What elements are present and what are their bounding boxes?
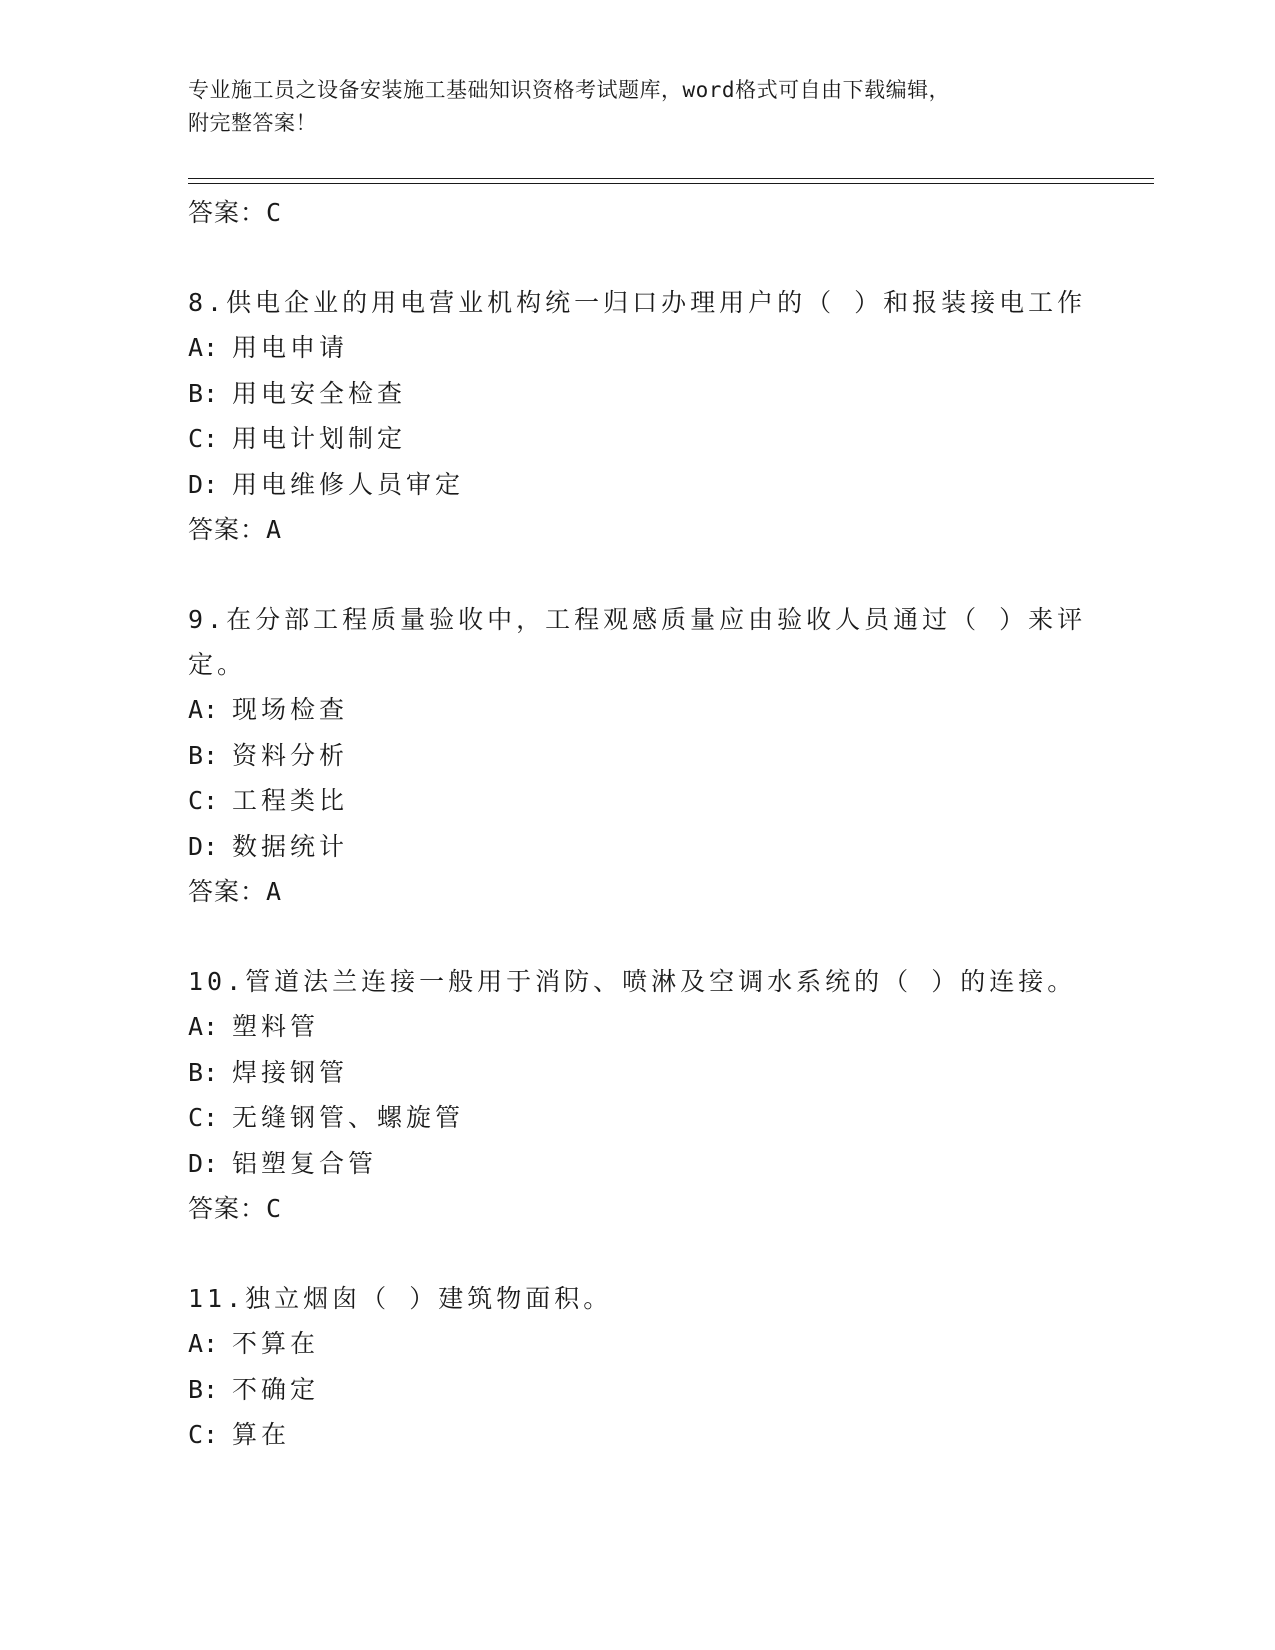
option-letter: B: (188, 378, 219, 408)
header-divider-top (188, 178, 1154, 179)
option-letter: B: (188, 1374, 219, 1404)
option-letter: B: (188, 740, 219, 770)
option-d (188, 824, 1088, 870)
option-b (188, 371, 1088, 417)
answer-line (188, 869, 1088, 915)
answer-value: C (266, 1194, 283, 1223)
option-text: 无缝钢管、螺旋管 (232, 1103, 465, 1132)
answer-line (188, 1186, 1088, 1232)
option-letter: A: (188, 1329, 219, 1358)
option-letter: A: (188, 695, 219, 724)
option-letter: A: (188, 333, 219, 362)
question-8 (188, 280, 1088, 553)
question-stem: 11.独立烟囱（ ）建筑物面积。 (188, 1284, 613, 1313)
option-text: 数据统计 (232, 831, 349, 861)
question-11 (188, 1276, 1088, 1458)
question-9 (188, 597, 1088, 915)
option-c (188, 416, 1088, 462)
question-10 (188, 959, 1088, 1232)
option-letter: C: (188, 786, 219, 815)
option-text: 现场检查 (232, 695, 349, 724)
option-letter: A: (188, 1012, 219, 1041)
option-d (188, 462, 1088, 508)
option-text: 用电维修人员审定 (232, 469, 465, 499)
option-d (188, 1141, 1088, 1187)
option-c (188, 1095, 1088, 1141)
answer-value: A (266, 515, 283, 544)
option-text: 算在 (232, 1420, 291, 1449)
answer-label: 答案： (188, 198, 267, 227)
option-text: 资料分析 (232, 740, 349, 770)
option-c (188, 778, 1088, 824)
option-text: 塑料管 (232, 1012, 320, 1041)
option-a (188, 325, 1088, 371)
option-letter: D: (188, 1148, 219, 1178)
option-text: 用电安全检查 (232, 378, 407, 408)
option-b (188, 733, 1088, 779)
header-line-2: 附完整答案！ (188, 111, 317, 135)
page-header (188, 74, 1088, 140)
option-c (188, 1412, 1088, 1458)
option-text: 焊接钢管 (232, 1057, 349, 1087)
answer-label: 答案： (188, 515, 267, 544)
option-text: 用电申请 (232, 333, 349, 362)
question-stem: 10.管道法兰连接一般用于消防、喷淋及空调水系统的（ ）的连接。 (188, 967, 1077, 996)
header-divider-bottom (188, 183, 1154, 184)
question-list (188, 190, 1088, 1458)
question-stem: 8.供电企业的用电营业机构统一归口办理用户的（ ）和报装接电工作 (188, 288, 1087, 317)
answer-value: A (266, 877, 283, 906)
option-text: 用电计划制定 (232, 424, 407, 453)
answer-value: C (266, 198, 283, 227)
option-letter: B: (188, 1057, 219, 1087)
option-letter: D: (188, 469, 219, 499)
option-letter: C: (188, 1420, 219, 1449)
option-text: 工程类比 (232, 786, 349, 815)
header-line-1: 专业施工员之设备安装施工基础知识资格考试题库，word格式可自由下载编辑， (188, 78, 951, 102)
answer-line (188, 507, 1088, 553)
option-text: 不算在 (232, 1329, 320, 1358)
option-a (188, 1321, 1088, 1367)
answer-label: 答案： (188, 1194, 267, 1223)
option-letter: C: (188, 424, 219, 453)
option-text: 不确定 (232, 1374, 320, 1404)
answer-label: 答案： (188, 877, 267, 906)
option-letter: C: (188, 1103, 219, 1132)
option-b (188, 1050, 1088, 1096)
option-a (188, 687, 1088, 733)
option-letter: D: (188, 831, 219, 861)
option-b (188, 1367, 1088, 1413)
option-text: 铝塑复合管 (232, 1148, 378, 1178)
answer-line (188, 190, 1088, 236)
question-stem: 9.在分部工程质量验收中，工程观感质量应由验收人员通过（ ）来评定。 (188, 605, 1087, 679)
option-a (188, 1004, 1088, 1050)
